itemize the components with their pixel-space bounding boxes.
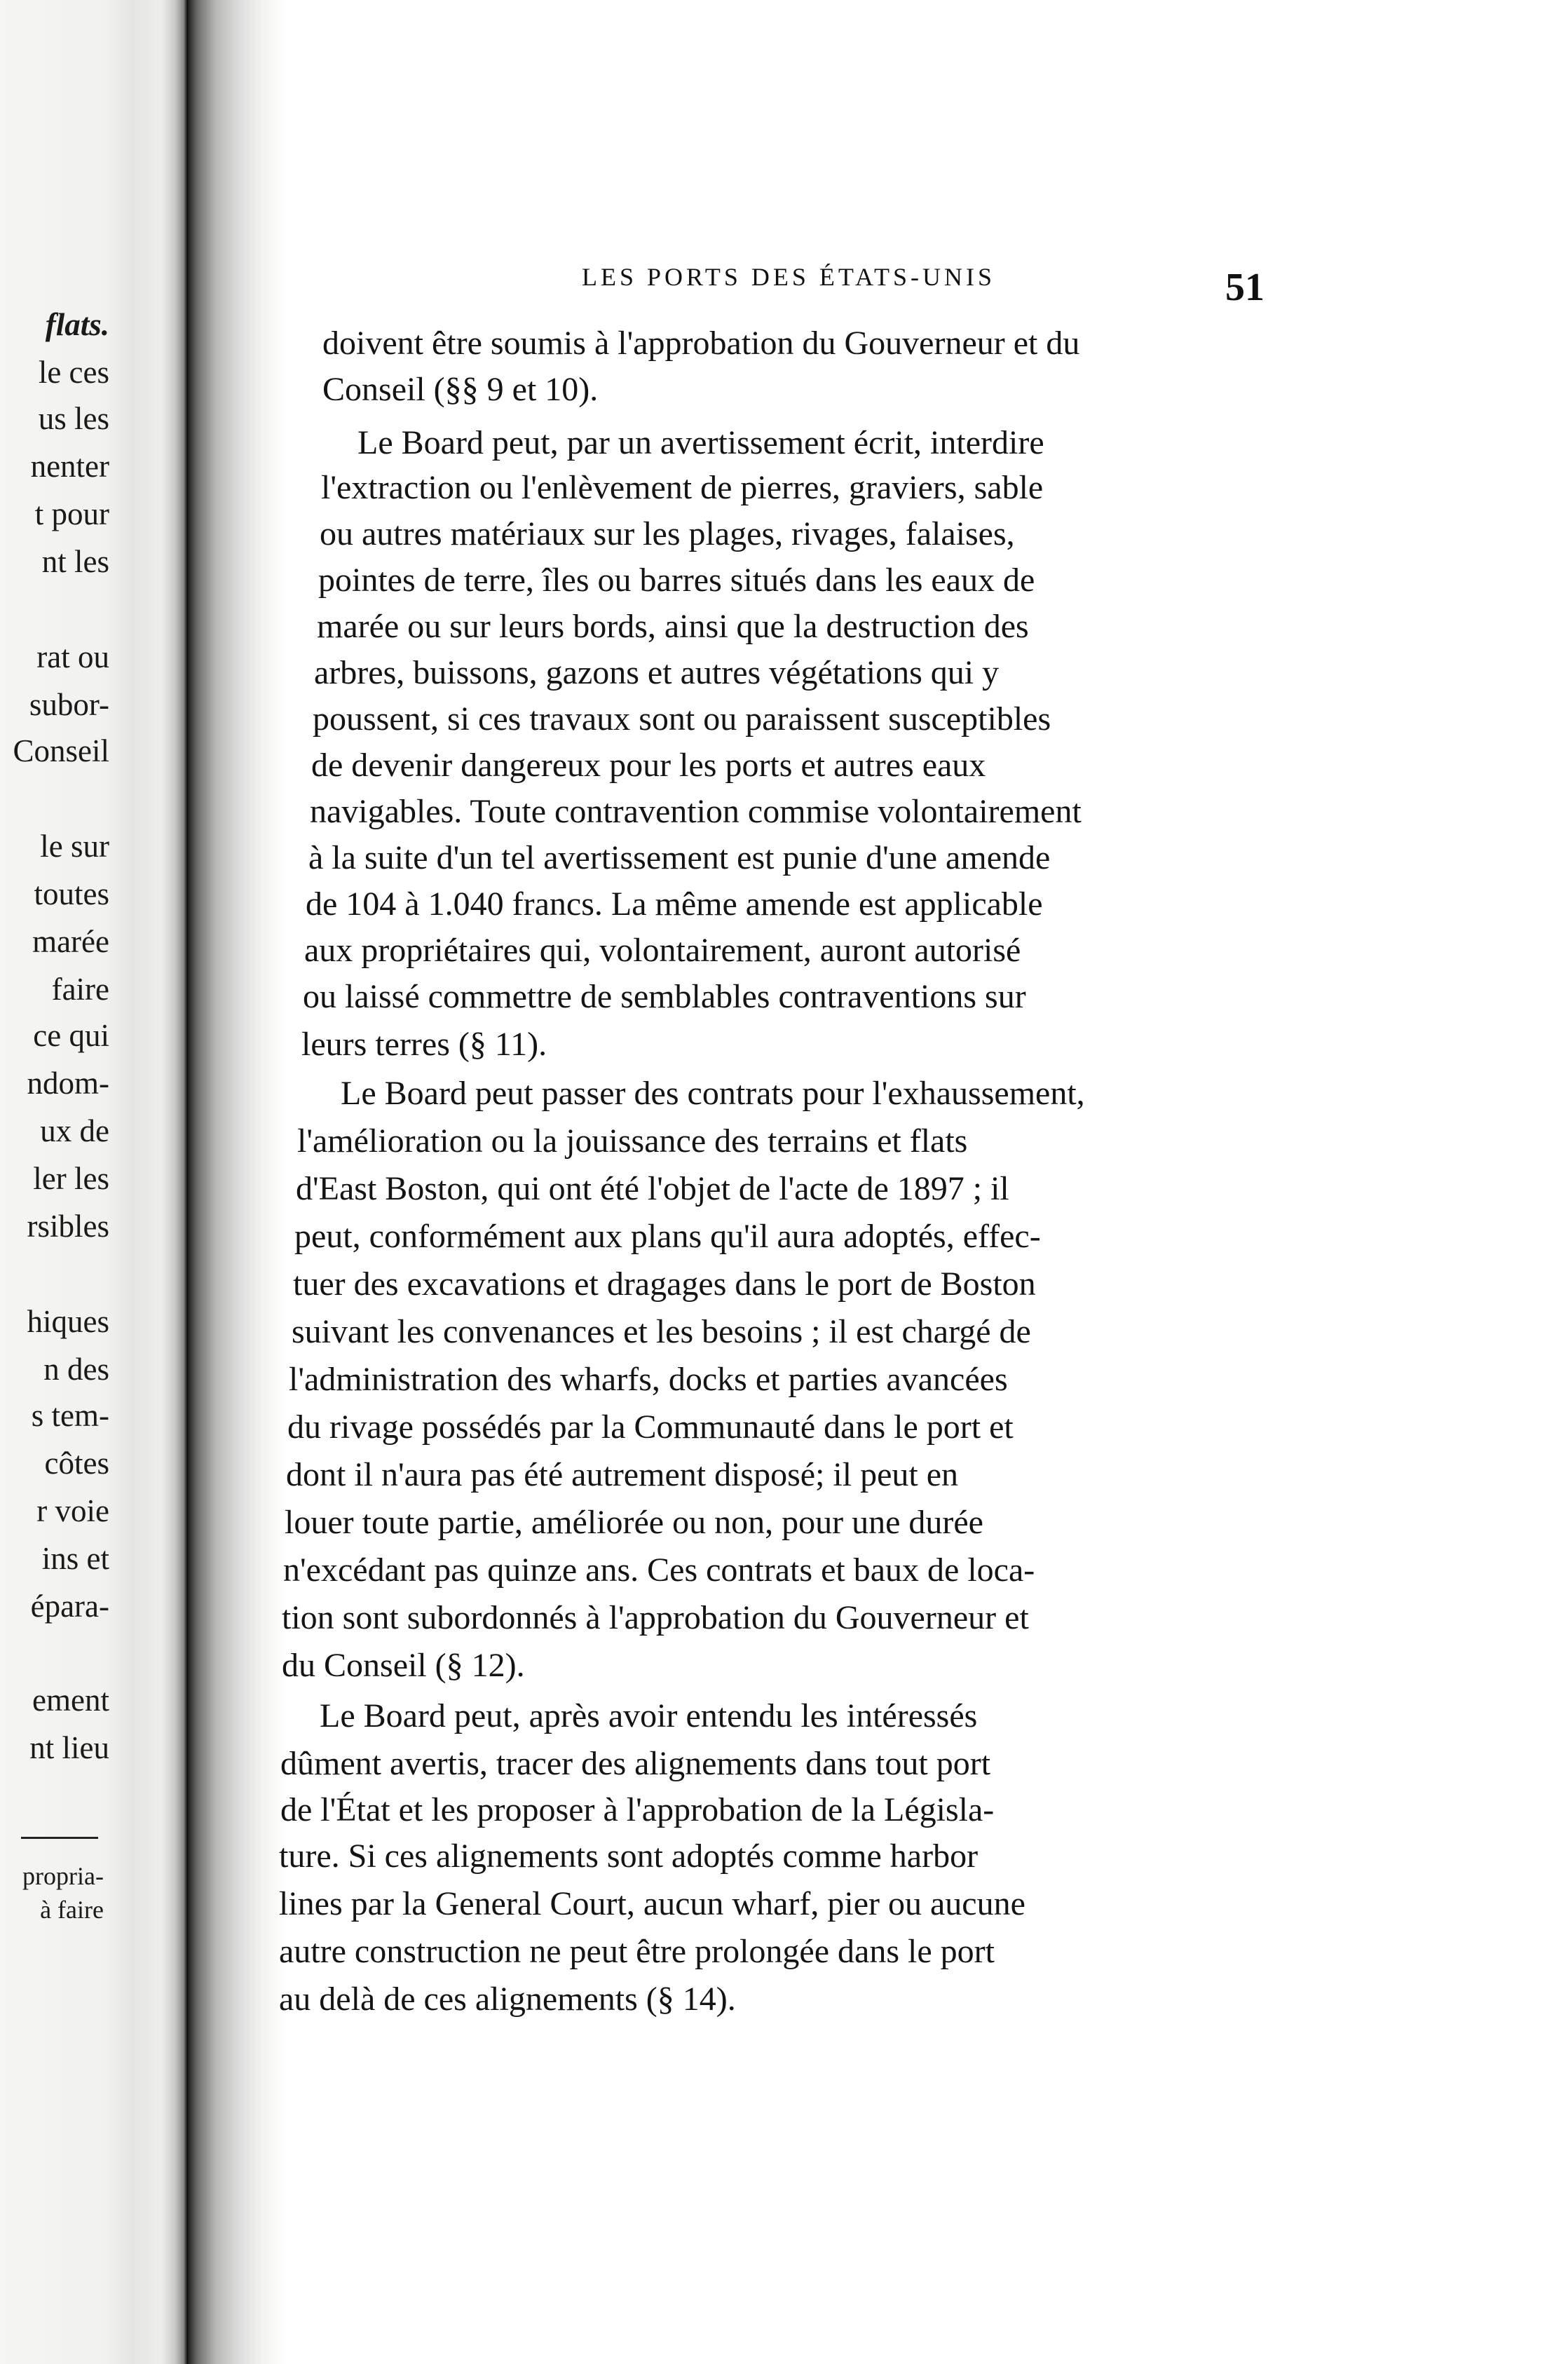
- left-footnote-line: propria-: [22, 1862, 104, 1890]
- text-line: pointes de terre, îles ou barres situés dans les eaux de: [318, 562, 1035, 599]
- left-line: hiques: [27, 1304, 109, 1339]
- left-line: faire: [51, 972, 109, 1007]
- left-line: nt lieu: [29, 1730, 109, 1765]
- left-line: ndom-: [27, 1066, 109, 1101]
- left-line: nenter: [30, 449, 109, 484]
- left-line: flats.: [45, 307, 109, 342]
- left-line: nt les: [41, 544, 109, 579]
- left-line: le sur: [40, 829, 109, 864]
- left-line: épara-: [30, 1589, 109, 1624]
- text-line: Le Board peut, après avoir entendu les intéressés: [320, 1697, 978, 1734]
- left-line: s tem-: [31, 1398, 109, 1433]
- left-line: ins et: [41, 1541, 109, 1576]
- left-line: n des: [43, 1352, 109, 1387]
- left-line: r voie: [36, 1493, 109, 1528]
- left-line: ler les: [33, 1161, 109, 1196]
- text-line: marée ou sur leurs bords, ainsi que la destruction des: [317, 608, 1029, 645]
- left-line: ce qui: [33, 1018, 109, 1053]
- text-line: peut, conformément aux plans qu'il aura adoptés, effec-: [294, 1218, 1041, 1255]
- text-line: ture. Si ces alignements sont adoptés comme harbor: [279, 1837, 979, 1875]
- text-line: l'administration des wharfs, docks et parties avancées: [289, 1361, 1008, 1398]
- text-line: tion sont subordonnés à l'approbation du Gouverneur et: [282, 1599, 1029, 1636]
- left-line: toutes: [34, 876, 109, 911]
- text-line: poussent, si ces travaux sont ou paraissent susceptibles: [313, 700, 1051, 738]
- left-line: ement: [32, 1683, 109, 1718]
- text-line: ou autres matériaux sur les plages, rivages, falaises,: [320, 515, 1015, 552]
- left-line: le ces: [38, 355, 109, 390]
- text-line: leurs terres (§ 11).: [301, 1026, 547, 1063]
- left-line: subor-: [29, 687, 109, 722]
- left-line: rat ou: [36, 639, 109, 674]
- left-line: t pour: [34, 496, 109, 531]
- text-line: arbres, buissons, gazons et autres végétations qui y: [314, 654, 1000, 691]
- text-line: au delà de ces alignements (§ 14).: [279, 1981, 736, 2018]
- text-line: du Conseil (§ 12).: [282, 1647, 525, 1684]
- left-line: côtes: [44, 1446, 109, 1481]
- left-footnote-line: à faire: [40, 1896, 104, 1924]
- text-line: du rivage possédés par la Communauté dans le port et: [287, 1408, 1014, 1446]
- text-line: l'extraction ou l'enlèvement de pierres, graviers, sable: [321, 469, 1044, 506]
- text-line: Conseil (§§ 9 et 10).: [322, 371, 599, 408]
- left-line: ux de: [40, 1113, 109, 1148]
- text-line: l'amélioration ou la jouissance des terrains et flats: [297, 1122, 968, 1160]
- text-line: dûment avertis, tracer des alignements dans tout port: [280, 1745, 991, 1782]
- text-line: aux propriétaires qui, volontairement, auront autorisé: [304, 932, 1021, 969]
- text-line: louer toute partie, améliorée ou non, pour une durée: [285, 1504, 983, 1541]
- page-number: 51: [1225, 266, 1264, 309]
- text-line: doivent être soumis à l'approbation du Gouverneur et du: [322, 325, 1080, 362]
- text-line: Le Board peut passer des contrats pour l'exhaussement,: [341, 1075, 1085, 1112]
- text-line: Le Board peut, par un avertissement écrit, interdire: [357, 424, 1044, 461]
- text-line: autre construction ne peut être prolongée dans le port: [279, 1933, 995, 1970]
- left-line: rsibles: [27, 1209, 109, 1244]
- text-line: dont il n'aura pas été autrement disposé; il peut en: [286, 1456, 959, 1493]
- text-line: ou laissé commettre de semblables contraventions sur: [303, 978, 1026, 1015]
- text-line: lines par la General Court, aucun wharf, pier ou aucune: [279, 1885, 1025, 1922]
- text-line: tuer des excavations et dragages dans le port de Boston: [293, 1265, 1036, 1303]
- text-line: d'East Boston, qui ont été l'objet de l'acte de 1897 ; il: [296, 1170, 1009, 1207]
- text-line: de devenir dangereux pour les ports et autres eaux: [311, 747, 986, 784]
- text-line: n'excédant pas quinze ans. Ces contrats et baux de loca-: [283, 1551, 1035, 1589]
- text-line: suivant les convenances et les besoins ; il est chargé de: [292, 1313, 1031, 1350]
- running-header: LES PORTS DES ÉTATS-UNIS: [582, 263, 996, 291]
- left-line: marée: [32, 924, 109, 959]
- left-line: us les: [38, 401, 109, 436]
- text-line: de 104 à 1.040 francs. La même amende est applicable: [306, 885, 1043, 923]
- left-line: Conseil: [13, 733, 109, 768]
- text-line: de l'État et les proposer à l'approbation de la Législa-: [280, 1791, 995, 1828]
- text-line: navigables. Toute contravention commise volontairement: [310, 793, 1082, 830]
- text-line: à la suite d'un tel avertissement est punie d'une amende: [308, 839, 1051, 876]
